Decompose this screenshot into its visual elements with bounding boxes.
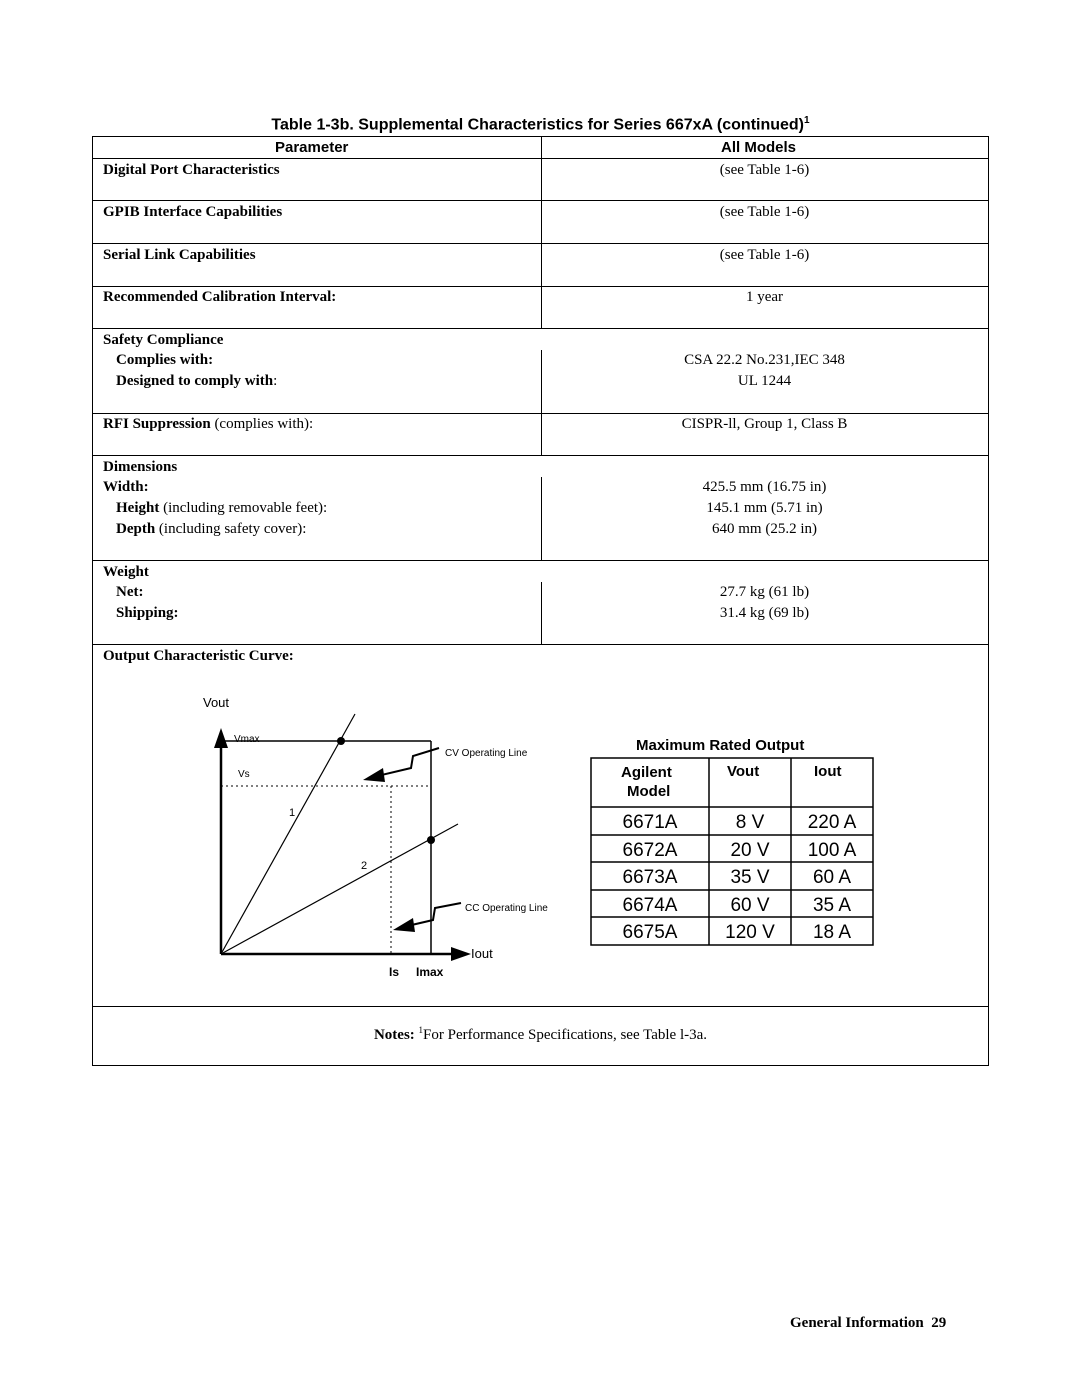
- output-characteristic-figure: [93, 644, 988, 1006]
- col-agilent-header: Agilent: [621, 764, 672, 781]
- digital-port-label: Digital Port Characteristics: [103, 162, 280, 178]
- calibration-value: 1 year: [745, 289, 784, 305]
- height-value: 145.1 mm (5.71 in): [706, 500, 823, 516]
- rfi-value: CISPR-ll, Group 1, Class B: [681, 416, 848, 432]
- spec-table: [92, 136, 989, 1066]
- rated-vout-cell: 120 V: [725, 922, 775, 943]
- weight-label: Weight: [103, 564, 149, 580]
- header-parameter: Parameter: [275, 139, 349, 156]
- rated-model-cell: 6673A: [622, 867, 678, 888]
- line-2-label: 2: [361, 860, 368, 872]
- rated-vout-cell: 20 V: [730, 840, 770, 861]
- vs-label: Vs: [238, 769, 250, 780]
- rated-model-cell: 6671A: [622, 812, 678, 833]
- vmax-label: Vmax: [234, 734, 260, 745]
- rated-vout-cell: 60 V: [730, 895, 770, 916]
- designed-label: Designed to comply with:: [116, 373, 278, 389]
- rated-iout-cell: 100 A: [807, 840, 857, 861]
- depth-value: 640 mm (25.2 in): [712, 521, 817, 537]
- complies-value: CSA 22.2 No.231,IEC 348: [684, 352, 845, 368]
- rated-iout-cell: 220 A: [807, 812, 857, 833]
- gpib-label: GPIB Interface Capabilities: [103, 204, 283, 220]
- cc-operating-line-label: CC Operating Line: [465, 903, 548, 914]
- width-value: 425.5 mm (16.75 in): [702, 479, 827, 495]
- rated-output-rows: [623, 812, 857, 943]
- rated-model-cell: 6672A: [622, 840, 678, 861]
- rated-output-title: Maximum Rated Output: [636, 737, 805, 754]
- depth-label: Depth (including safety cover):: [116, 521, 307, 537]
- height-label: Height (including removable feet):: [116, 500, 328, 516]
- complies-label: Complies with:: [116, 352, 214, 368]
- rated-iout-cell: 35 A: [812, 895, 852, 916]
- line-1-label: 1: [289, 807, 296, 819]
- gpib-value: (see Table 1-6): [719, 204, 810, 220]
- rfi-label: RFI Suppression (complies with):: [103, 416, 314, 432]
- safety-label: Safety Compliance: [103, 332, 224, 348]
- rated-model-cell: 6674A: [622, 895, 678, 916]
- col-vout-header: Vout: [727, 763, 760, 780]
- serial-value: (see Table 1-6): [719, 247, 810, 263]
- serial-label: Serial Link Capabilities: [103, 247, 256, 263]
- col-model-header: Model: [627, 783, 671, 800]
- digital-port-value: (see Table 1-6): [719, 162, 810, 178]
- curve-label: Output Characteristic Curve:: [103, 648, 294, 664]
- iout-axis-label: Iout: [471, 946, 493, 961]
- imax-label: Imax: [416, 965, 444, 979]
- is-label: Is: [389, 965, 400, 979]
- rated-model-cell: 6675A: [622, 922, 678, 943]
- net-label: Net:: [116, 584, 144, 600]
- calibration-label: Recommended Calibration Interval:: [103, 289, 337, 305]
- rated-vout-cell: 35 V: [730, 867, 770, 888]
- header-all-models: All Models: [721, 139, 797, 156]
- table-title: Table 1-3b. Supplemental Characteristics for Series 667xA (continued)$^1$: [271, 115, 810, 134]
- shipping-value: 31.4 kg (69 lb): [719, 605, 810, 621]
- col-iout-header: Iout: [814, 763, 842, 780]
- width-label: Width:: [103, 479, 149, 495]
- vout-axis-label: Vout: [203, 695, 230, 710]
- rated-iout-cell: 60 A: [812, 867, 852, 888]
- designed-value: UL 1244: [737, 373, 792, 389]
- net-value: 27.7 kg (61 lb): [719, 584, 810, 600]
- page-footer: General Information 29: [790, 1315, 947, 1331]
- rated-vout-cell: 8 V: [735, 812, 765, 833]
- rated-iout-cell: 18 A: [812, 922, 852, 943]
- dimensions-label: Dimensions: [103, 459, 178, 475]
- cv-operating-line-label: CV Operating Line: [445, 748, 528, 759]
- shipping-label: Shipping:: [116, 605, 179, 621]
- notes: Notes: $^1$For Performance Specifications, see Table l-3a.: [373, 1025, 708, 1043]
